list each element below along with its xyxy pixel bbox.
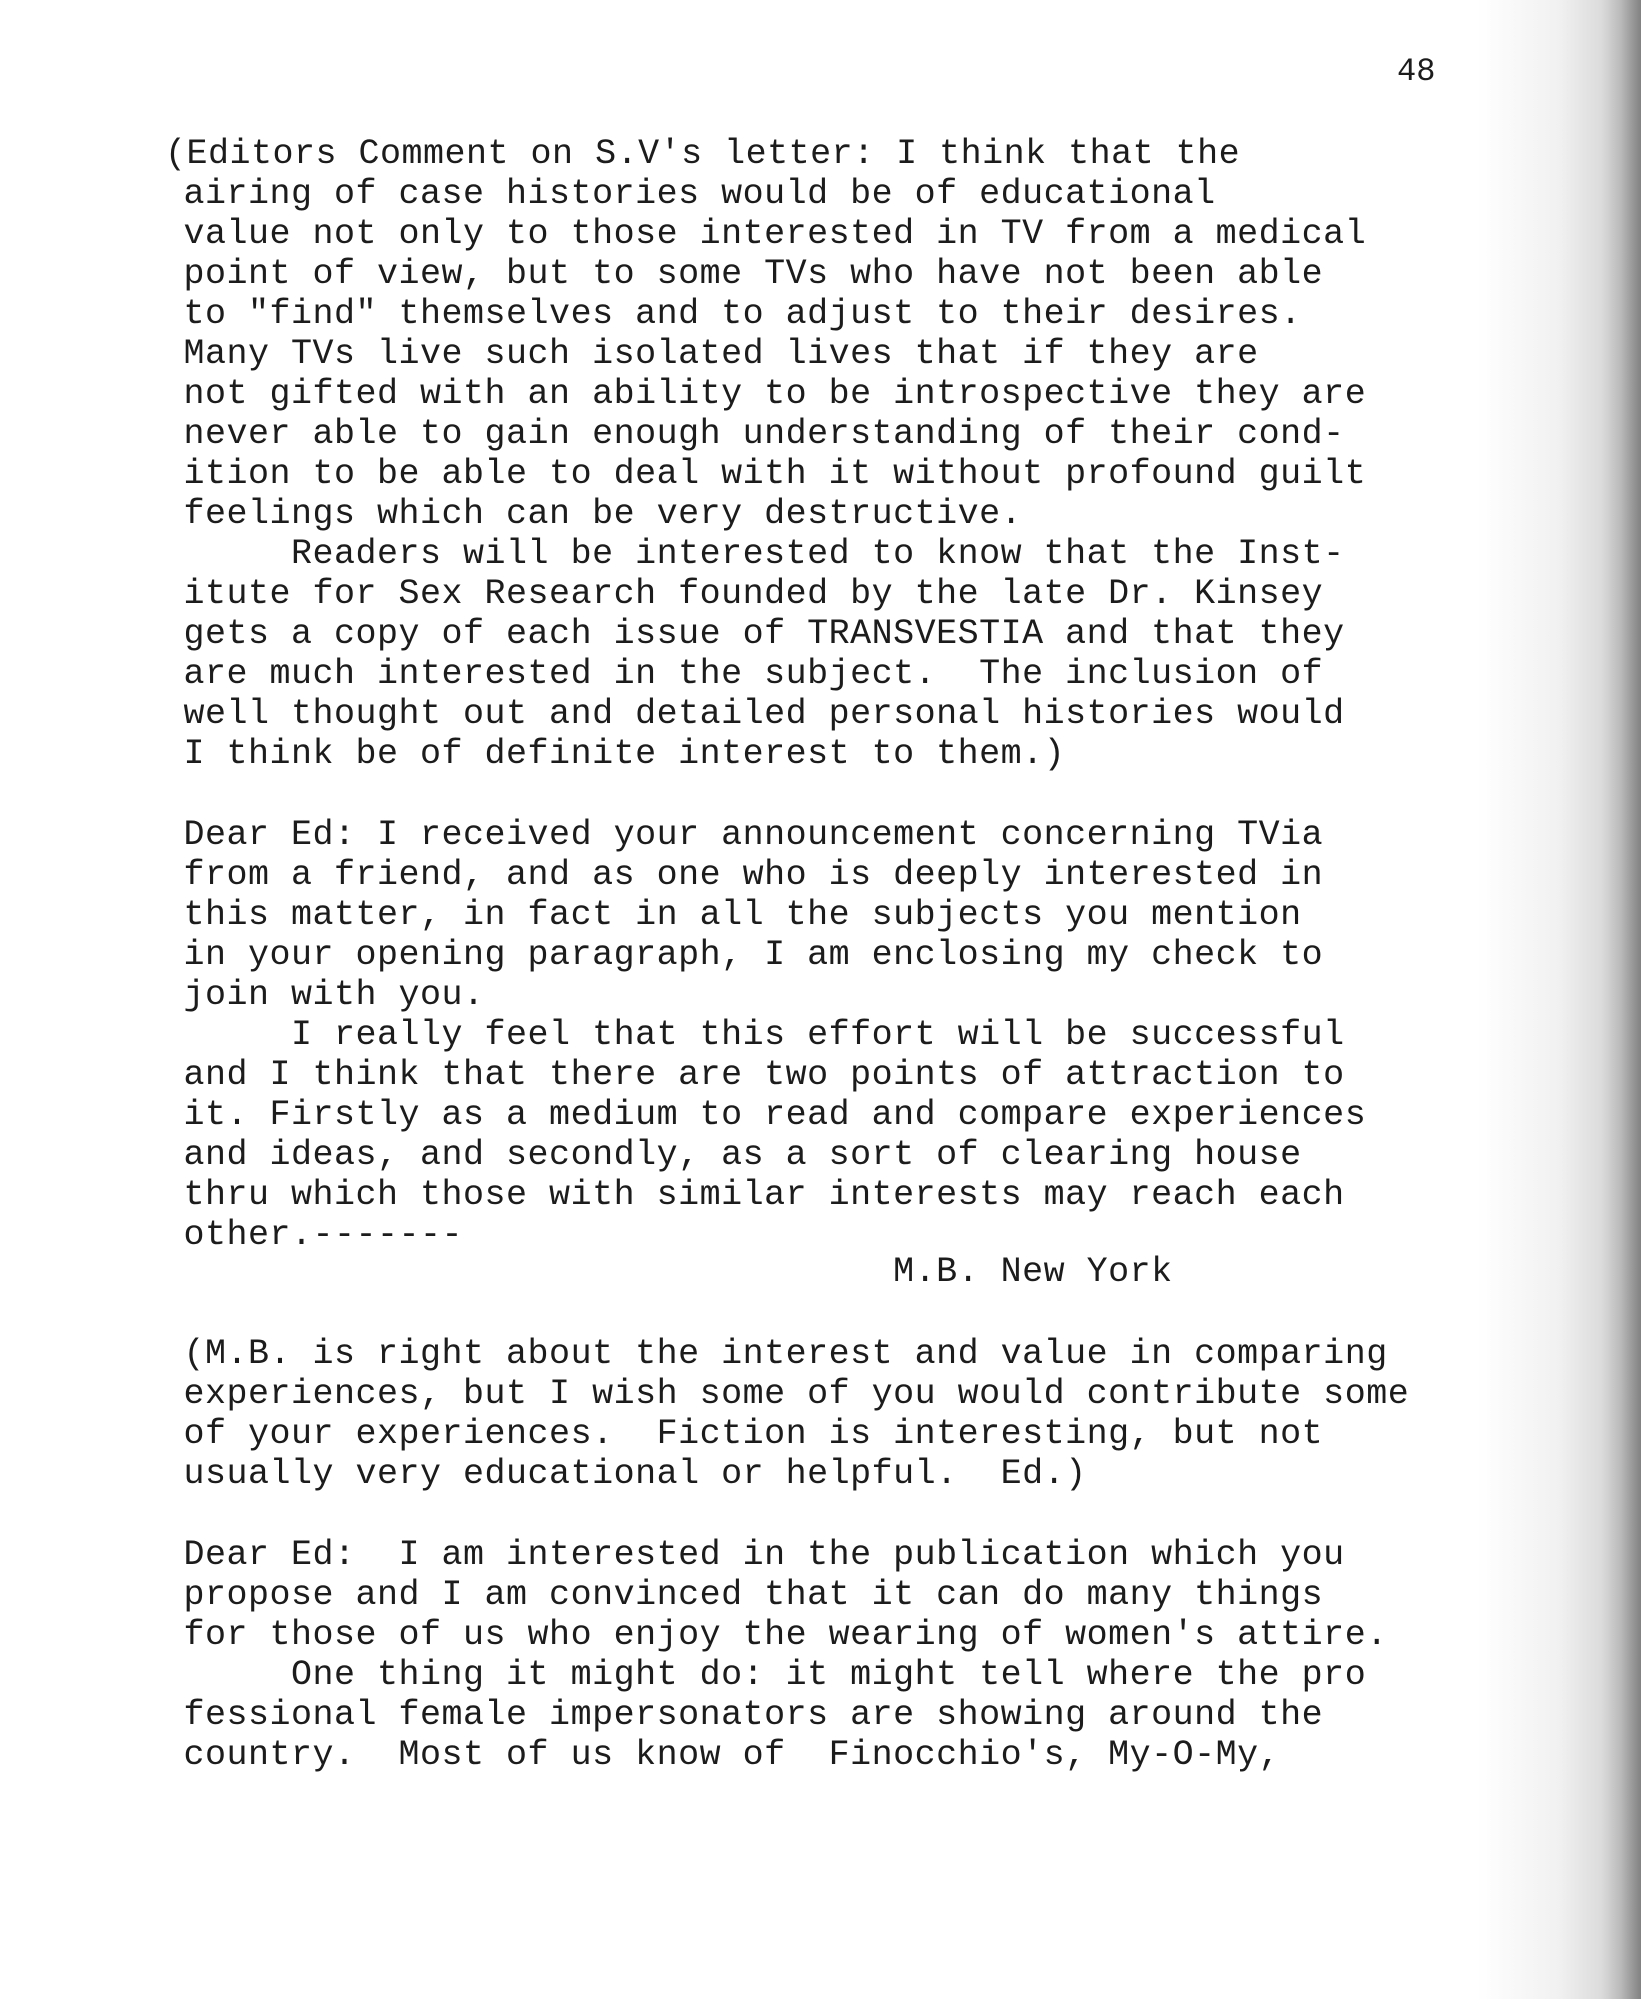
- signature-line: M.B. New York: [162, 1252, 1173, 1292]
- page-binding-shadow: [1601, 0, 1641, 1999]
- text-line: One thing it might do: it might tell where the pro: [162, 1655, 1367, 1695]
- text-line: for those of us who enjoy the wearing of women's attire.: [162, 1615, 1388, 1655]
- text-line: of your experiences. Fiction is interesting, but not: [162, 1414, 1324, 1454]
- text-line: and I think that there are two points of attraction to: [162, 1055, 1345, 1095]
- text-line: usually very educational or helpful. Ed.): [162, 1454, 1087, 1494]
- text-line: Many TVs live such isolated lives that if they are: [162, 334, 1259, 374]
- text-line: propose and I am convinced that it can do many things: [162, 1575, 1324, 1615]
- text-line: country. Most of us know of Finocchio's, My-O-My,: [162, 1735, 1281, 1775]
- text-line: airing of case histories would be of educational: [162, 174, 1216, 214]
- text-line: gets a copy of each issue of TRANSVESTIA and that they: [162, 614, 1345, 654]
- text-line: in your opening paragraph, I am enclosing my check to: [162, 935, 1324, 975]
- text-line: (M.B. is right about the interest and value in comparing: [162, 1334, 1388, 1374]
- text-line: are much interested in the subject. The inclusion of: [162, 654, 1324, 694]
- text-line: never able to gain enough understanding of their cond-: [162, 414, 1345, 454]
- text-line: I really feel that this effort will be successful: [162, 1015, 1345, 1055]
- text-line: point of view, but to some TVs who have not been able: [162, 254, 1324, 294]
- text-line: thru which those with similar interests may reach each: [162, 1175, 1345, 1215]
- text-line: experiences, but I wish some of you would contribute some: [162, 1374, 1410, 1414]
- text-line: from a friend, and as one who is deeply interested in: [162, 855, 1324, 895]
- text-line: it. Firstly as a medium to read and compare experiences: [162, 1095, 1367, 1135]
- text-line: fessional female impersonators are showing around the: [162, 1695, 1324, 1735]
- text-line: Dear Ed: I received your announcement concerning TVia: [162, 815, 1324, 855]
- text-line: value not only to those interested in TV from a medical: [162, 214, 1367, 254]
- text-line: (Editors Comment on S.V's letter: I think that the: [165, 134, 1241, 174]
- text-line: other.-------: [162, 1215, 464, 1255]
- text-line: I think be of definite interest to them.): [162, 734, 1066, 774]
- text-line: itute for Sex Research founded by the late Dr. Kinsey: [162, 574, 1324, 614]
- text-line: to "find" themselves and to adjust to their desires.: [162, 294, 1302, 334]
- text-line: ition to be able to deal with it without profound guilt: [162, 454, 1367, 494]
- text-line: join with you.: [162, 975, 485, 1015]
- text-line: and ideas, and secondly, as a sort of clearing house: [162, 1135, 1302, 1175]
- page-number: 48: [1397, 53, 1436, 90]
- text-line: Readers will be interested to know that the Inst-: [162, 534, 1345, 574]
- text-line: Dear Ed: I am interested in the publication which you: [162, 1535, 1345, 1575]
- text-line: well thought out and detailed personal histories would: [162, 694, 1345, 734]
- text-line: not gifted with an ability to be introspective they are: [162, 374, 1367, 414]
- text-line: feelings which can be very destructive.: [162, 494, 1023, 534]
- text-line: this matter, in fact in all the subjects you mention: [162, 895, 1302, 935]
